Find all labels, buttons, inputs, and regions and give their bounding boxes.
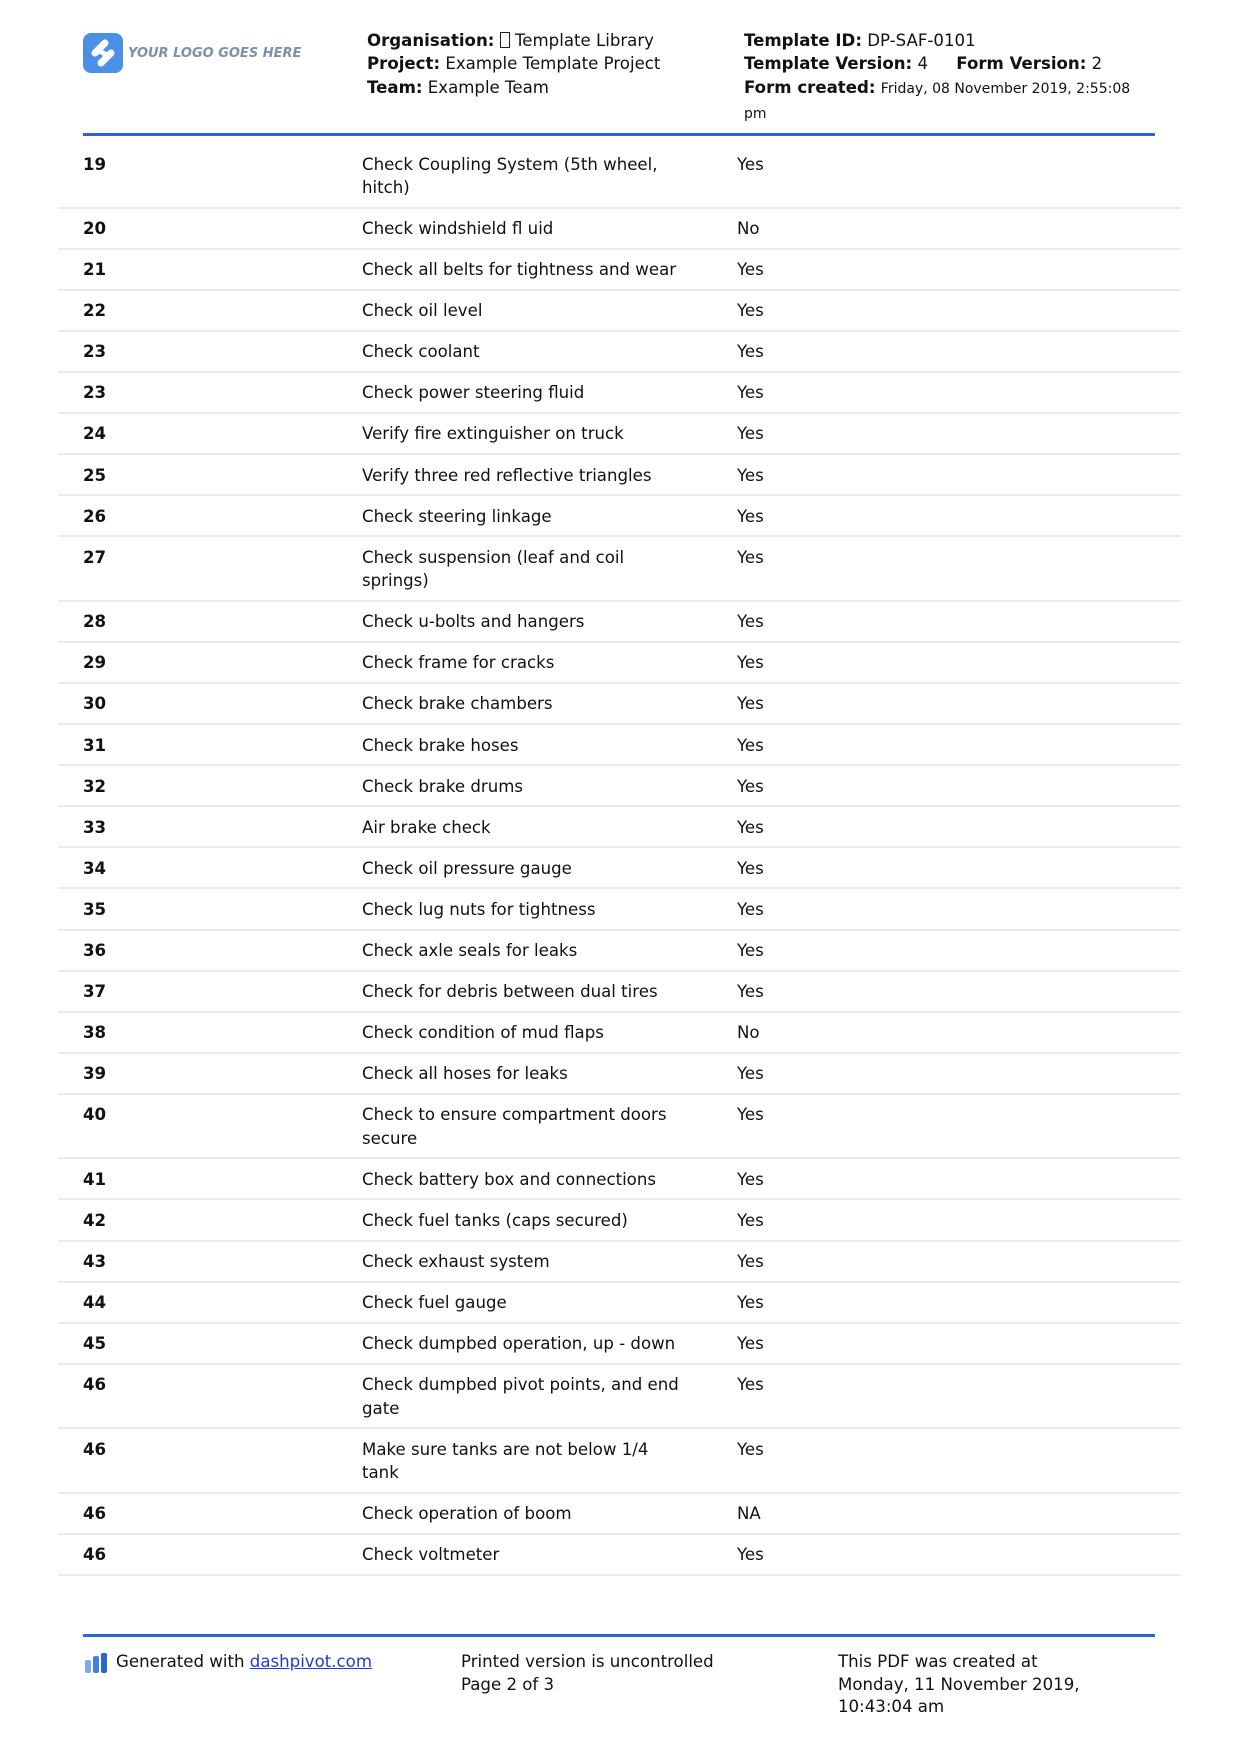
checklist-row xyxy=(58,373,1181,414)
item-answer: Yes xyxy=(737,1334,764,1354)
checklist-row xyxy=(58,1494,1181,1535)
item-answer: NA xyxy=(737,1504,761,1524)
item-number: 32 xyxy=(83,776,107,796)
item-answer: Yes xyxy=(737,506,764,526)
checklist-row xyxy=(58,848,1181,889)
checklist-row xyxy=(58,291,1181,332)
item-description: Check Coupling System (5th wheel, hitch) xyxy=(362,154,658,197)
item-number: 23 xyxy=(83,383,107,403)
item-description: Check fuel tanks (caps secured) xyxy=(362,1210,628,1230)
item-answer: Yes xyxy=(737,1064,764,1084)
footer-page-info xyxy=(461,1651,714,1696)
version-line xyxy=(744,52,1144,75)
dashpivot-link[interactable]: dashpivot.com xyxy=(249,1652,372,1671)
checklist-row xyxy=(58,766,1181,807)
page-number: Page 2 of 3 xyxy=(461,1674,555,1694)
item-description: Check u-bolts and hangers xyxy=(362,612,585,632)
template-version-label: Template Version: xyxy=(744,54,913,74)
checklist-row xyxy=(58,1535,1181,1576)
item-number: 22 xyxy=(83,301,107,321)
checklist-row xyxy=(58,144,1181,209)
item-answer: Yes xyxy=(737,465,764,485)
item-answer: Yes xyxy=(737,1210,764,1230)
checklist-row xyxy=(58,537,1181,602)
item-description: Check battery box and connections xyxy=(362,1169,656,1189)
item-description: Check voltmeter xyxy=(362,1545,500,1565)
item-answer: Yes xyxy=(737,1439,764,1459)
checklist-row xyxy=(58,1054,1181,1095)
checklist-row xyxy=(58,807,1181,848)
template-version-value: 4 xyxy=(917,54,929,74)
item-answer: Yes xyxy=(737,899,764,919)
item-number: 25 xyxy=(83,465,107,485)
item-number: 35 xyxy=(83,899,107,919)
item-description: Check brake hoses xyxy=(362,735,519,755)
organisation-line xyxy=(367,29,727,52)
checklist-row xyxy=(58,931,1181,972)
item-answer: Yes xyxy=(737,1375,764,1395)
checklist-row xyxy=(58,250,1181,291)
item-number: 46 xyxy=(83,1545,107,1565)
organisation-label: Organisation: xyxy=(367,31,495,50)
item-description: Verify three red reflective triangles xyxy=(362,465,652,485)
checklist-row xyxy=(58,1159,1181,1200)
dashpivot-bars-icon xyxy=(85,1653,109,1673)
item-description: Check axle seals for leaks xyxy=(362,941,578,960)
checklist-row xyxy=(58,643,1181,684)
item-description: Check condition of mud flaps xyxy=(362,1023,604,1043)
form-created-label: Form created: xyxy=(744,77,876,97)
item-description: Check lug nuts for tightness xyxy=(362,899,596,919)
template-id-label: Template ID: xyxy=(744,31,862,50)
item-description: Check windshield fl uid xyxy=(362,219,554,238)
header-template-meta-block xyxy=(744,29,1144,127)
project-line xyxy=(367,52,727,75)
footer-created-at xyxy=(838,1651,1080,1719)
form-created-line xyxy=(744,76,1144,127)
checklist-row xyxy=(58,209,1181,250)
item-number: 40 xyxy=(83,1105,107,1125)
item-number: 28 xyxy=(83,612,107,632)
item-answer: Yes xyxy=(737,1293,764,1313)
item-answer: Yes xyxy=(737,735,764,755)
form-version-value: 2 xyxy=(1091,54,1103,74)
uncontrolled-notice: Printed version is uncontrolled xyxy=(461,1652,714,1671)
checklist-row xyxy=(58,725,1181,766)
item-description: Check operation of boom xyxy=(362,1504,572,1524)
item-description: Check fuel gauge xyxy=(362,1293,507,1313)
item-answer: Yes xyxy=(737,383,764,403)
team-value: Example Team xyxy=(427,77,549,97)
checklist-row xyxy=(58,1013,1181,1054)
item-description: Check exhaust system xyxy=(362,1252,550,1272)
item-number: 33 xyxy=(83,817,107,837)
item-number: 19 xyxy=(83,154,107,174)
checklist-row xyxy=(58,1283,1181,1324)
checklist-row xyxy=(58,972,1181,1013)
item-description: Make sure tanks are not below 1/4 tank xyxy=(362,1439,649,1483)
checklist-table xyxy=(58,144,1181,1576)
item-description: Check brake chambers xyxy=(362,694,553,714)
project-label: Project: xyxy=(367,54,441,74)
item-answer: Yes xyxy=(737,547,764,567)
missing-glyph-box xyxy=(500,32,510,48)
checklist-row xyxy=(58,414,1181,455)
item-number: 45 xyxy=(83,1334,107,1354)
checklist-row xyxy=(58,1324,1181,1365)
checklist-row xyxy=(58,684,1181,725)
created-at-date: Monday, 11 November 2019, xyxy=(838,1674,1080,1694)
item-number: 46 xyxy=(83,1375,107,1395)
item-description: Check power steering fluid xyxy=(362,383,585,403)
item-description: Check for debris between dual tires xyxy=(362,982,658,1002)
item-number: 46 xyxy=(83,1439,107,1459)
item-number: 46 xyxy=(83,1504,107,1524)
checklist-row xyxy=(58,1200,1181,1241)
item-description: Check to ensure compartment doors secure xyxy=(362,1105,667,1148)
item-answer: Yes xyxy=(737,776,764,796)
item-answer: No xyxy=(737,219,760,238)
item-answer: Yes xyxy=(737,301,764,321)
item-number: 24 xyxy=(83,424,107,444)
item-answer: Yes xyxy=(737,982,764,1002)
team-label: Team: xyxy=(367,77,423,97)
form-created-value: Friday, 08 November 2019, 2:55:08 pm xyxy=(744,80,1131,123)
header-organisation-block xyxy=(367,29,727,99)
item-number: 39 xyxy=(83,1064,107,1084)
item-description: Check brake drums xyxy=(362,776,524,796)
item-answer: Yes xyxy=(737,424,764,444)
dashpivot-logo-icon xyxy=(83,33,123,73)
item-number: 44 xyxy=(83,1293,107,1313)
checklist-row xyxy=(58,455,1181,496)
template-id-line xyxy=(744,29,1144,52)
item-answer: Yes xyxy=(737,694,764,714)
checklist-row xyxy=(58,602,1181,643)
footer-divider xyxy=(83,1634,1155,1637)
created-at-label: This PDF was created at xyxy=(838,1652,1038,1671)
header-divider xyxy=(83,133,1155,136)
item-answer: Yes xyxy=(737,1545,764,1565)
created-at-time: 10:43:04 am xyxy=(838,1697,945,1716)
item-number: 41 xyxy=(83,1169,107,1189)
item-number: 31 xyxy=(83,735,107,755)
item-description: Check frame for cracks xyxy=(362,653,555,673)
item-answer: Yes xyxy=(737,154,764,174)
item-description: Check dumpbed operation, up - down xyxy=(362,1334,676,1354)
team-line xyxy=(367,76,727,99)
checklist-row xyxy=(58,1095,1181,1160)
generated-with-text: Generated with xyxy=(116,1652,245,1671)
item-description: Check coolant xyxy=(362,342,480,362)
item-description: Verify fire extinguisher on truck xyxy=(362,424,624,444)
item-number: 29 xyxy=(83,653,107,673)
item-number: 21 xyxy=(83,260,107,280)
item-answer: Yes xyxy=(737,260,764,280)
item-description: Air brake check xyxy=(362,817,491,837)
item-answer: Yes xyxy=(737,612,764,632)
item-answer: Yes xyxy=(737,941,764,960)
item-answer: Yes xyxy=(737,653,764,673)
checklist-row xyxy=(58,332,1181,373)
item-answer: Yes xyxy=(737,817,764,837)
item-description: Check all belts for tightness and wear xyxy=(362,260,677,280)
checklist-row xyxy=(58,1242,1181,1283)
organisation-value: Template Library xyxy=(514,31,654,50)
project-value: Example Template Project xyxy=(445,54,661,74)
item-answer: Yes xyxy=(737,858,764,878)
item-number: 34 xyxy=(83,858,107,878)
item-description: Check oil level xyxy=(362,301,483,321)
item-answer: Yes xyxy=(737,342,764,362)
item-number: 36 xyxy=(83,941,107,960)
item-description: Check all hoses for leaks xyxy=(362,1064,568,1084)
checklist-row xyxy=(58,1365,1181,1430)
item-number: 30 xyxy=(83,694,107,714)
item-number: 23 xyxy=(83,342,107,362)
item-number: 27 xyxy=(83,547,107,567)
item-description: Check dumpbed pivot points, and end gate xyxy=(362,1375,679,1418)
footer-generated-with xyxy=(116,1651,372,1674)
item-answer: No xyxy=(737,1023,760,1043)
template-version-group xyxy=(744,52,951,75)
item-number: 42 xyxy=(83,1210,107,1230)
item-description: Check oil pressure gauge xyxy=(362,858,572,878)
item-number: 38 xyxy=(83,1023,107,1043)
logo-placeholder-text: YOUR LOGO GOES HERE xyxy=(128,46,302,61)
item-answer: Yes xyxy=(737,1105,764,1125)
item-number: 26 xyxy=(83,506,107,526)
item-number: 37 xyxy=(83,982,107,1002)
item-number: 20 xyxy=(83,219,107,238)
item-description: Check suspension (leaf and coil springs) xyxy=(362,547,625,591)
item-number: 43 xyxy=(83,1252,107,1272)
item-description: Check steering linkage xyxy=(362,506,552,526)
checklist-row xyxy=(58,889,1181,930)
form-version-label: Form Version: xyxy=(956,54,1087,74)
template-id-value: DP-SAF-0101 xyxy=(867,31,976,50)
checklist-row xyxy=(58,1429,1181,1494)
checklist-row xyxy=(58,496,1181,537)
item-answer: Yes xyxy=(737,1252,764,1272)
item-answer: Yes xyxy=(737,1169,764,1189)
